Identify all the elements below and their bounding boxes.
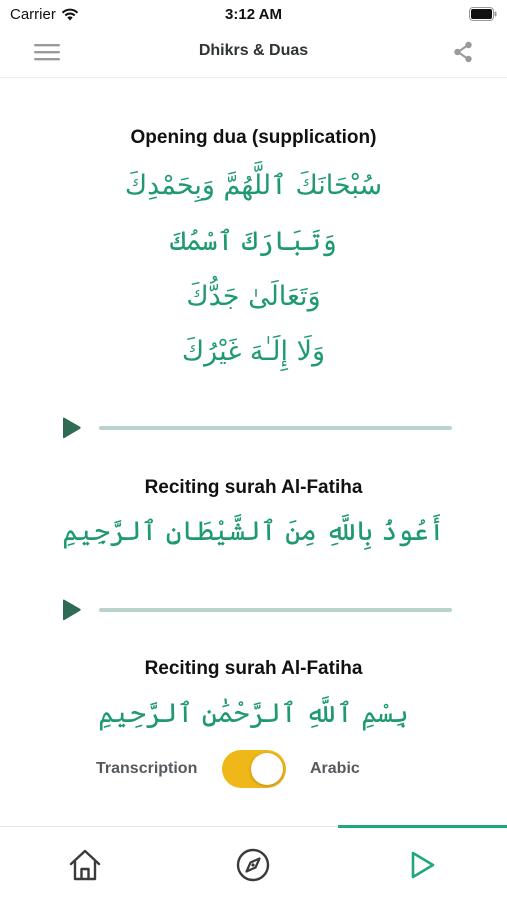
audio-player <box>60 416 452 440</box>
active-tab-indicator <box>338 825 507 828</box>
page-title: Dhikrs & Duas <box>198 42 309 59</box>
status-time: 3:12 AM <box>225 6 282 23</box>
battery-icon <box>469 7 497 21</box>
dua-list[interactable] <box>0 78 507 826</box>
arabic-text: وَلَا إِلَـٰهَ غَيْرُكَ <box>181 336 326 367</box>
tab-explore[interactable] <box>233 845 273 885</box>
arabic-text: وَتَبَارَكَ ٱسْمُكَ <box>170 226 337 257</box>
arabic-text: وَتَعَالَىٰ جَدُّكَ <box>186 281 321 312</box>
tab-play[interactable] <box>402 845 442 885</box>
section-title: Opening dua (supplication) <box>130 127 377 148</box>
share-icon[interactable] <box>451 40 475 64</box>
transcription-label: Transcription <box>96 760 198 777</box>
audio-progress-track[interactable] <box>99 426 452 430</box>
audio-player <box>60 598 452 622</box>
status-bar <box>0 0 507 28</box>
section-title: Reciting surah Al-Fatiha <box>144 658 363 679</box>
tab-home[interactable] <box>65 845 105 885</box>
arabic-label: Arabic <box>310 760 360 777</box>
play-icon[interactable] <box>60 417 82 439</box>
tab-bar <box>0 826 507 900</box>
display-mode-toggle-row <box>0 748 507 790</box>
arabic-text: أَعُوذُ بِاللَّهِ مِنَ ٱلشَّيْطَانِ ٱلرَّجِيمِ <box>62 516 445 547</box>
arabic-text: بِسْمِ ٱللَّهِ ٱلرَّحْمَٰنِ ٱلرَّحِيمِ <box>98 698 409 729</box>
compass-icon <box>233 845 273 885</box>
audio-progress-track[interactable] <box>99 608 452 612</box>
display-mode-toggle[interactable] <box>222 750 286 788</box>
home-icon <box>65 845 105 885</box>
arabic-text: سُبْحَانَكَ ٱللَّهُمَّ وَبِحَمْدِكَ <box>124 170 383 201</box>
play-icon <box>402 845 442 885</box>
section-title: Reciting surah Al-Fatiha <box>144 477 363 498</box>
toggle-knob <box>251 753 283 785</box>
play-icon[interactable] <box>60 599 82 621</box>
carrier-label: Carrier <box>10 6 56 23</box>
nav-bar <box>0 28 507 78</box>
